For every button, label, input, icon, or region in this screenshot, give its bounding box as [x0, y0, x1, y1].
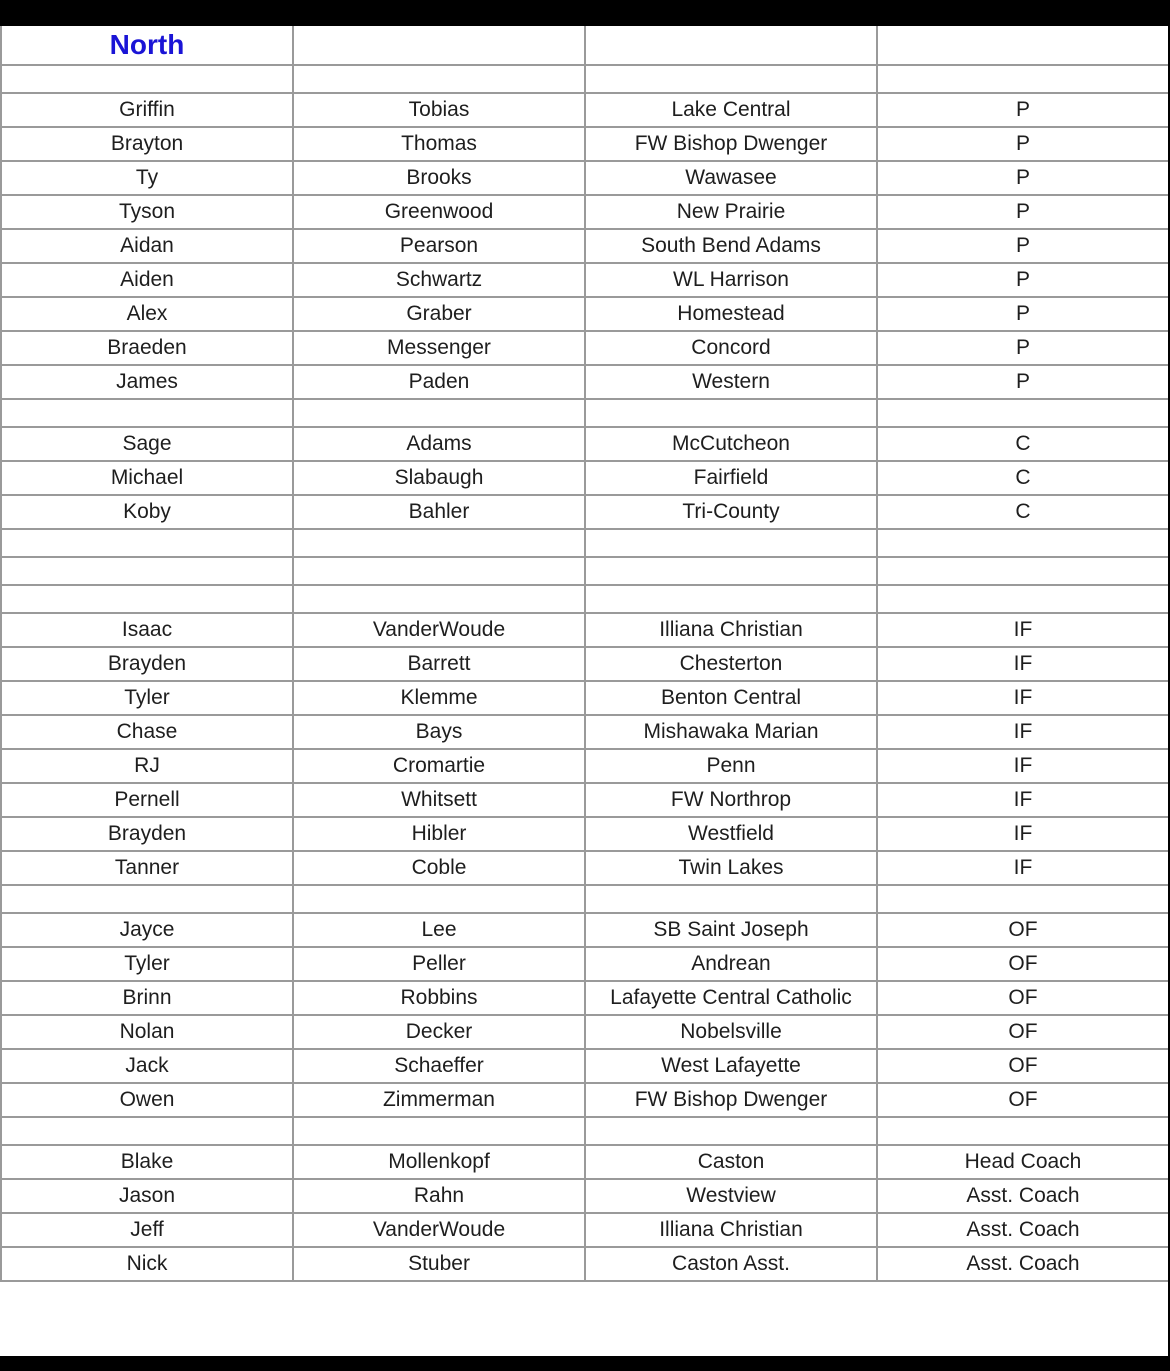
first-name-cell: Aidan [1, 229, 293, 263]
first-name-cell: Jeff [1, 1213, 293, 1247]
spacer-row [1, 585, 1168, 613]
empty-cell [877, 26, 1168, 65]
position-cell: IF [877, 783, 1168, 817]
coach-row [1, 1145, 1168, 1179]
title-row [1, 26, 1168, 65]
infielder-row [1, 817, 1168, 851]
pitcher-row [1, 365, 1168, 399]
last-name-cell: Hibler [293, 817, 585, 851]
spacer-row [1, 399, 1168, 427]
empty-cell [293, 1117, 585, 1145]
first-name-cell: Jack [1, 1049, 293, 1083]
position-cell: Asst. Coach [877, 1247, 1168, 1281]
first-name-cell: RJ [1, 749, 293, 783]
first-name-cell: Griffin [1, 93, 293, 127]
first-name-cell: Tyler [1, 947, 293, 981]
position-cell: OF [877, 1083, 1168, 1117]
school-cell: Chesterton [585, 647, 877, 681]
position-cell: P [877, 161, 1168, 195]
last-name-cell: Klemme [293, 681, 585, 715]
first-name-cell: Blake [1, 1145, 293, 1179]
first-name-cell: Alex [1, 297, 293, 331]
school-cell: Concord [585, 331, 877, 365]
last-name-cell: Thomas [293, 127, 585, 161]
coach-row [1, 1179, 1168, 1213]
school-cell: South Bend Adams [585, 229, 877, 263]
school-cell: FW Northrop [585, 783, 877, 817]
empty-cell [293, 557, 585, 585]
position-cell: IF [877, 715, 1168, 749]
last-name-cell: Adams [293, 427, 585, 461]
infielder-row [1, 715, 1168, 749]
school-cell: Homestead [585, 297, 877, 331]
first-name-cell: Aiden [1, 263, 293, 297]
position-cell: Head Coach [877, 1145, 1168, 1179]
last-name-cell: Schwartz [293, 263, 585, 297]
empty-cell [585, 399, 877, 427]
school-cell: Lake Central [585, 93, 877, 127]
empty-cell [877, 1117, 1168, 1145]
first-name-cell: Tyler [1, 681, 293, 715]
school-cell: Westfield [585, 817, 877, 851]
last-name-cell: Peller [293, 947, 585, 981]
school-cell: Benton Central [585, 681, 877, 715]
infielder-row [1, 783, 1168, 817]
position-cell: P [877, 127, 1168, 161]
school-cell: Illiana Christian [585, 613, 877, 647]
pitcher-row [1, 93, 1168, 127]
pitcher-row [1, 297, 1168, 331]
empty-cell [293, 65, 585, 93]
position-cell: IF [877, 749, 1168, 783]
empty-cell [293, 885, 585, 913]
outfielder-row [1, 947, 1168, 981]
outfielder-row [1, 1049, 1168, 1083]
coach-row [1, 1247, 1168, 1281]
last-name-cell: Schaeffer [293, 1049, 585, 1083]
last-name-cell: Messenger [293, 331, 585, 365]
first-name-cell: Koby [1, 495, 293, 529]
last-name-cell: VanderWoude [293, 613, 585, 647]
roster-table [0, 26, 1168, 1282]
position-cell: P [877, 229, 1168, 263]
school-cell: Caston [585, 1145, 877, 1179]
position-cell: IF [877, 647, 1168, 681]
first-name-cell: Jason [1, 1179, 293, 1213]
sheet-title: North [1, 26, 293, 65]
empty-cell [293, 399, 585, 427]
position-cell: IF [877, 681, 1168, 715]
empty-cell [877, 399, 1168, 427]
empty-cell [585, 585, 877, 613]
empty-cell [1, 65, 293, 93]
first-name-cell: Brinn [1, 981, 293, 1015]
last-name-cell: Pearson [293, 229, 585, 263]
school-cell: West Lafayette [585, 1049, 877, 1083]
position-cell: IF [877, 817, 1168, 851]
last-name-cell: VanderWoude [293, 1213, 585, 1247]
first-name-cell: Nick [1, 1247, 293, 1281]
last-name-cell: Whitsett [293, 783, 585, 817]
school-cell: Nobelsville [585, 1015, 877, 1049]
catcher-row [1, 495, 1168, 529]
last-name-cell: Greenwood [293, 195, 585, 229]
empty-cell [585, 1117, 877, 1145]
empty-cell [585, 65, 877, 93]
empty-cell [877, 529, 1168, 557]
school-cell: FW Bishop Dwenger [585, 127, 877, 161]
empty-cell [585, 529, 877, 557]
outfielder-row [1, 913, 1168, 947]
first-name-cell: Brayton [1, 127, 293, 161]
infielder-row [1, 851, 1168, 885]
school-cell: Westview [585, 1179, 877, 1213]
infielder-row [1, 681, 1168, 715]
last-name-cell: Slabaugh [293, 461, 585, 495]
position-cell: C [877, 461, 1168, 495]
last-name-cell: Bays [293, 715, 585, 749]
empty-cell [1, 399, 293, 427]
pitcher-row [1, 161, 1168, 195]
last-name-cell: Bahler [293, 495, 585, 529]
position-cell: P [877, 365, 1168, 399]
last-name-cell: Stuber [293, 1247, 585, 1281]
empty-cell [877, 557, 1168, 585]
school-cell: McCutcheon [585, 427, 877, 461]
outfielder-row [1, 1015, 1168, 1049]
infielder-row [1, 749, 1168, 783]
school-cell: Andrean [585, 947, 877, 981]
last-name-cell: Decker [293, 1015, 585, 1049]
spacer-row [1, 529, 1168, 557]
position-cell: IF [877, 613, 1168, 647]
catcher-row [1, 461, 1168, 495]
first-name-cell: Pernell [1, 783, 293, 817]
last-name-cell: Coble [293, 851, 585, 885]
first-name-cell: James [1, 365, 293, 399]
first-name-cell: Nolan [1, 1015, 293, 1049]
school-cell: WL Harrison [585, 263, 877, 297]
position-cell: OF [877, 1049, 1168, 1083]
position-cell: Asst. Coach [877, 1213, 1168, 1247]
school-cell: New Prairie [585, 195, 877, 229]
empty-cell [877, 885, 1168, 913]
pitcher-row [1, 263, 1168, 297]
pitcher-row [1, 229, 1168, 263]
last-name-cell: Rahn [293, 1179, 585, 1213]
last-name-cell: Barrett [293, 647, 585, 681]
spacer-row [1, 885, 1168, 913]
first-name-cell: Michael [1, 461, 293, 495]
position-cell: OF [877, 1015, 1168, 1049]
spacer-row [1, 557, 1168, 585]
first-name-cell: Brayden [1, 817, 293, 851]
outfielder-row [1, 1083, 1168, 1117]
pitcher-row [1, 127, 1168, 161]
empty-cell [1, 1117, 293, 1145]
school-cell: Penn [585, 749, 877, 783]
last-name-cell: Cromartie [293, 749, 585, 783]
first-name-cell: Tyson [1, 195, 293, 229]
infielder-row [1, 647, 1168, 681]
roster-sheet [0, 26, 1168, 1356]
school-cell: Twin Lakes [585, 851, 877, 885]
position-cell: OF [877, 981, 1168, 1015]
position-cell: P [877, 195, 1168, 229]
position-cell: Asst. Coach [877, 1179, 1168, 1213]
school-cell: Tri-County [585, 495, 877, 529]
position-cell: P [877, 297, 1168, 331]
first-name-cell: Jayce [1, 913, 293, 947]
empty-cell [1, 585, 293, 613]
first-name-cell: Isaac [1, 613, 293, 647]
outfielder-row [1, 981, 1168, 1015]
empty-cell [1, 557, 293, 585]
school-cell: SB Saint Joseph [585, 913, 877, 947]
position-cell: P [877, 263, 1168, 297]
empty-cell [877, 585, 1168, 613]
first-name-cell: Chase [1, 715, 293, 749]
last-name-cell: Graber [293, 297, 585, 331]
empty-cell [1, 885, 293, 913]
empty-cell [293, 585, 585, 613]
empty-cell [1, 529, 293, 557]
school-cell: FW Bishop Dwenger [585, 1083, 877, 1117]
pitcher-row [1, 331, 1168, 365]
first-name-cell: Brayden [1, 647, 293, 681]
empty-cell [585, 26, 877, 65]
last-name-cell: Lee [293, 913, 585, 947]
school-cell: Fairfield [585, 461, 877, 495]
empty-cell [585, 885, 877, 913]
school-cell: Western [585, 365, 877, 399]
first-name-cell: Owen [1, 1083, 293, 1117]
position-cell: C [877, 495, 1168, 529]
first-name-cell: Braeden [1, 331, 293, 365]
position-cell: OF [877, 947, 1168, 981]
last-name-cell: Robbins [293, 981, 585, 1015]
position-cell: P [877, 93, 1168, 127]
coach-row [1, 1213, 1168, 1247]
first-name-cell: Ty [1, 161, 293, 195]
school-cell: Lafayette Central Catholic [585, 981, 877, 1015]
empty-cell [585, 557, 877, 585]
school-cell: Illiana Christian [585, 1213, 877, 1247]
position-cell: P [877, 331, 1168, 365]
catcher-row [1, 427, 1168, 461]
last-name-cell: Brooks [293, 161, 585, 195]
position-cell: OF [877, 913, 1168, 947]
last-name-cell: Mollenkopf [293, 1145, 585, 1179]
empty-cell [877, 65, 1168, 93]
first-name-cell: Sage [1, 427, 293, 461]
last-name-cell: Paden [293, 365, 585, 399]
spacer-row [1, 1117, 1168, 1145]
school-cell: Mishawaka Marian [585, 715, 877, 749]
last-name-cell: Zimmerman [293, 1083, 585, 1117]
spacer-row [1, 65, 1168, 93]
position-cell: C [877, 427, 1168, 461]
school-cell: Wawasee [585, 161, 877, 195]
last-name-cell: Tobias [293, 93, 585, 127]
empty-cell [293, 26, 585, 65]
pitcher-row [1, 195, 1168, 229]
infielder-row [1, 613, 1168, 647]
empty-cell [293, 529, 585, 557]
first-name-cell: Tanner [1, 851, 293, 885]
school-cell: Caston Asst. [585, 1247, 877, 1281]
position-cell: IF [877, 851, 1168, 885]
